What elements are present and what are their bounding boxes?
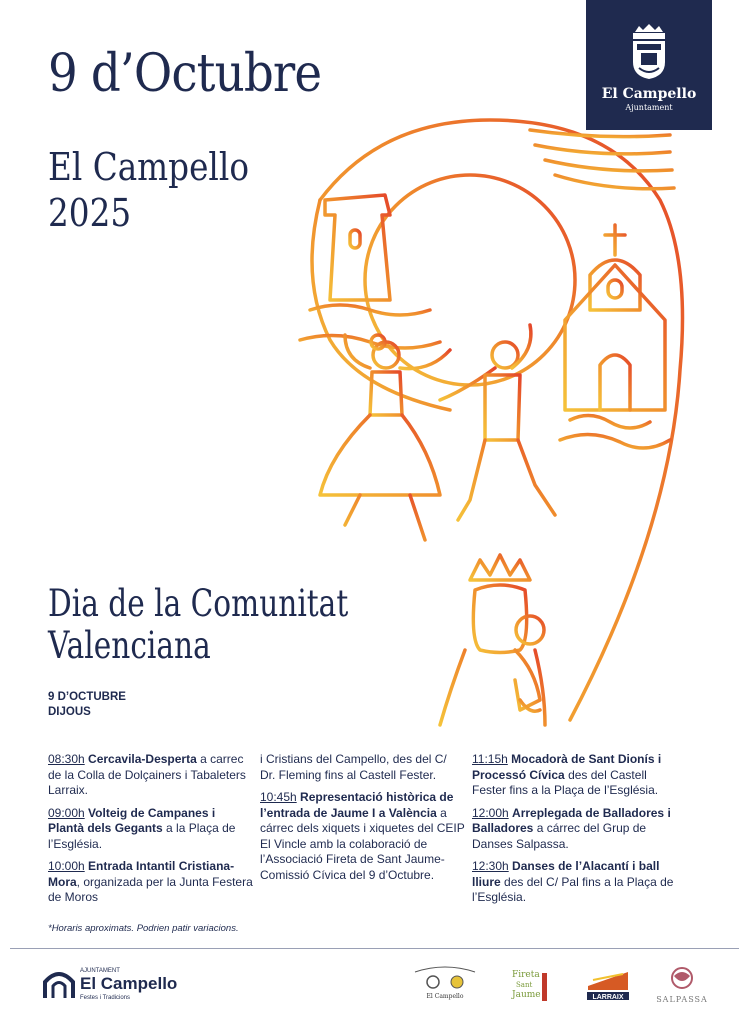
schedule-text: a carrec de la Colla de Dolçainers i Tabaleters Larraix. xyxy=(48,752,246,797)
schedule-title: Cercavila-Desperta xyxy=(88,752,197,766)
schedule-item xyxy=(472,859,677,906)
sponsor-salpassa xyxy=(652,962,712,1015)
crown xyxy=(470,555,530,580)
event-date-day: 9 D’OCTUBRE xyxy=(48,691,126,703)
svg-text:El Campello: El Campello xyxy=(426,993,464,1000)
event-title: Dia de la Comunitat Valenciana xyxy=(48,582,349,667)
schedule-title: Volteig de Campanes i Plantà dels Gegants xyxy=(48,805,216,835)
svg-text:Sant: Sant xyxy=(516,981,533,989)
schedule-title: Danses de l’Alacantí i ball lliure xyxy=(472,859,660,889)
schedule-time: 08:30h xyxy=(48,752,85,766)
larraix-icon xyxy=(583,962,633,1010)
schedule-time: 10:45h xyxy=(260,790,297,804)
schedule-continuation: i Cristians del Campello, des del C/ Dr. Fleming fins al Castell Fester. xyxy=(260,752,447,782)
page-title: 9 d’Octubre xyxy=(48,44,322,104)
schedule-time: 12:30h xyxy=(472,859,509,873)
church-cross xyxy=(605,225,625,255)
city-title: El Campello xyxy=(48,145,250,189)
sponsor-fireta xyxy=(510,965,550,1010)
schedule-column-3 xyxy=(472,752,677,913)
year-title: 2025 xyxy=(48,191,132,235)
footer-divider xyxy=(10,948,739,949)
disclaimer: *Horaris aproximats. Podrien patir variacions. xyxy=(48,923,239,934)
footer-logo xyxy=(42,968,178,1005)
schedule-column-2 xyxy=(260,752,465,890)
schedule-text: a cárrec del Grup de Danses Salpassa. xyxy=(472,821,647,851)
schedule-item xyxy=(260,790,465,883)
schedule-text: des del C/ Pal fins a la Plaça de l’Església. xyxy=(472,874,674,904)
schedule-item xyxy=(48,806,253,853)
arch-icon xyxy=(42,968,76,1000)
logo-name: El Campello xyxy=(601,86,697,102)
svg-text:Fireta: Fireta xyxy=(512,970,540,980)
event-date xyxy=(48,690,126,720)
sponsor-junta-festera xyxy=(405,960,485,1005)
schedule-item xyxy=(48,752,253,799)
salpassa-icon xyxy=(652,962,712,1010)
junta-festera-icon xyxy=(405,960,485,1000)
fireta-icon xyxy=(510,965,550,1005)
schedule-time: 12:00h xyxy=(472,805,509,820)
schedule-text: a la Plaça de l’Església. xyxy=(48,821,236,851)
schedule-item xyxy=(472,752,677,799)
schedule-time: 09:00h xyxy=(48,805,85,820)
schedule-time: 11:15h xyxy=(472,752,508,766)
schedule-title: Mocadorà de Sant Dionís i Processó Cívica xyxy=(472,752,662,782)
schedule-text: a cárrec dels xiquets i xiquetes del CEIP El Vincle amb la colaboració de l’Associació Fireta de Sant Jaume-Comissió Cívica del 9 d’Octubre. xyxy=(260,805,465,882)
schedule-item xyxy=(472,806,677,853)
logo-subtitle: Ajuntament xyxy=(625,103,673,112)
schedule-title: Entrada Intantil Cristiana-Mora xyxy=(48,859,235,889)
schedule-title: Arreplegada de Balladores i Balladores xyxy=(472,805,671,835)
svg-text:LARRAIX: LARRAIX xyxy=(592,994,624,1001)
shield-icon xyxy=(627,22,671,80)
schedule-text: , organizada per la Junta Festera de Moros xyxy=(48,874,253,904)
footer-small: AJUNTAMENT xyxy=(80,968,120,974)
schedule-title: Representació històrica de l’entrada de Jaume I a València xyxy=(260,790,454,820)
sponsor-larraix xyxy=(583,962,633,1015)
schedule-text: des del Castell Fester fins a la Plaça de l’Església. xyxy=(472,767,659,797)
event-date-weekday: DIJOUS xyxy=(48,706,91,718)
inner-circle xyxy=(365,175,575,385)
svg-text:Jaume: Jaume xyxy=(512,990,541,1000)
footer-tagline: Festes i Tradicions xyxy=(80,995,131,1001)
footer-name: El Campello xyxy=(80,974,178,993)
svg-text:SALPASSA: SALPASSA xyxy=(656,995,708,1004)
schedule-item xyxy=(48,859,253,906)
schedule-time: 10:00h xyxy=(48,859,85,873)
schedule-column-1 xyxy=(48,752,253,913)
